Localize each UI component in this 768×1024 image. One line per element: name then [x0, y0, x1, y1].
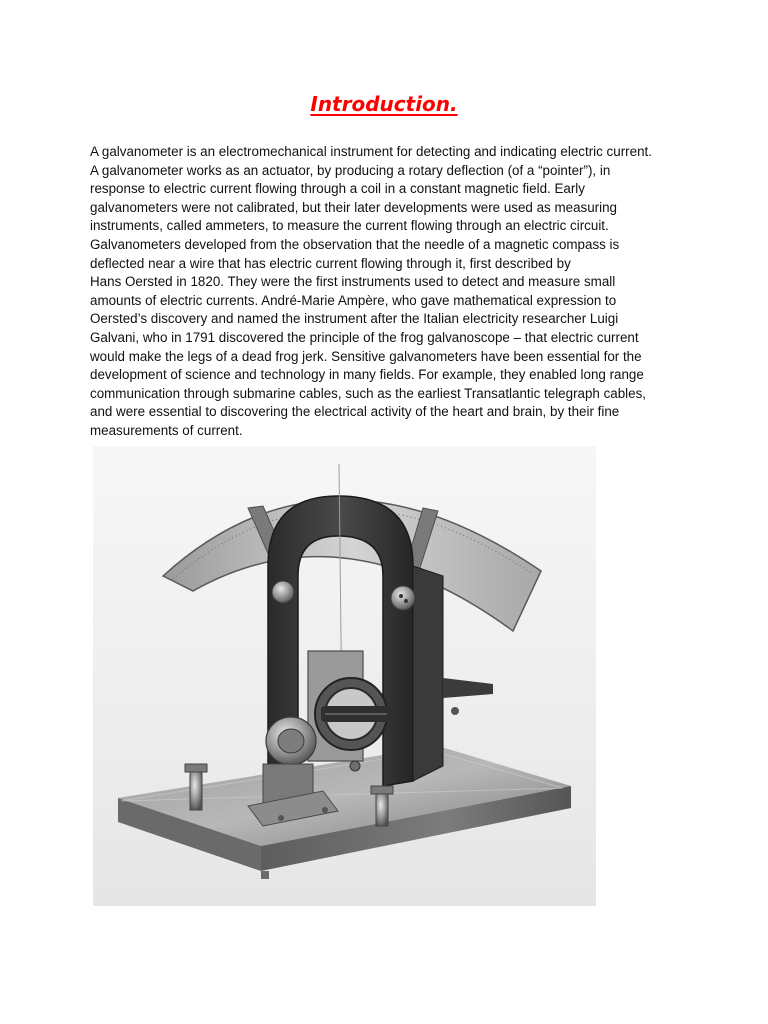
body-line: galvanometers were not calibrated, but their later developments were used as measuring: [90, 199, 617, 215]
body-line: deflected near a wire that has electric current flowing through it, first described by: [90, 255, 571, 271]
body-line: development of science and technology in many fields. For example, they enabled long range: [90, 367, 644, 383]
body-line: response to electric current flowing through a coil in a constant magnetic field. Early: [90, 181, 585, 197]
body-line: instruments, called ammeters, to measure the current flowing through an electric circuit.: [90, 218, 609, 234]
body-line: and were essential to discovering the electrical activity of the heart and brain, by their fine: [90, 404, 620, 420]
body-text: [90, 143, 730, 441]
page-title: Introduction.: [310, 92, 458, 116]
body-line: would make the legs of a dead frog jerk. Sensitive galvanometers have been essential for the: [90, 348, 642, 364]
body-line: Galvanometers developed from the observation that the needle of a magnetic compass is: [90, 236, 620, 252]
body-line: A galvanometer works as an actuator, by producing a rotary deflection (of a “pointer”), in: [90, 162, 611, 178]
body-line: A galvanometer is an electromechanical instrument for detecting and indicating electric current.: [90, 144, 652, 159]
body-line: Hans Oersted in 1820. They were the first instruments used to detect and measure small: [90, 274, 616, 290]
galvanometer-photo: [93, 446, 596, 906]
body-line: Oersted’s discovery and named the instrument after the Italian electricity researcher Luigi: [90, 311, 619, 327]
body-line: amounts of electric currents. André-Marie Ampère, who gave mathematical expression to: [90, 292, 617, 308]
body-line: communication through submarine cables, such as the earliest Transatlantic telegraph cables,: [90, 385, 647, 401]
body-line: Galvani, who in 1791 discovered the principle of the frog galvanoscope – that electric current: [90, 329, 639, 345]
body-line: measurements of current.: [90, 422, 243, 438]
